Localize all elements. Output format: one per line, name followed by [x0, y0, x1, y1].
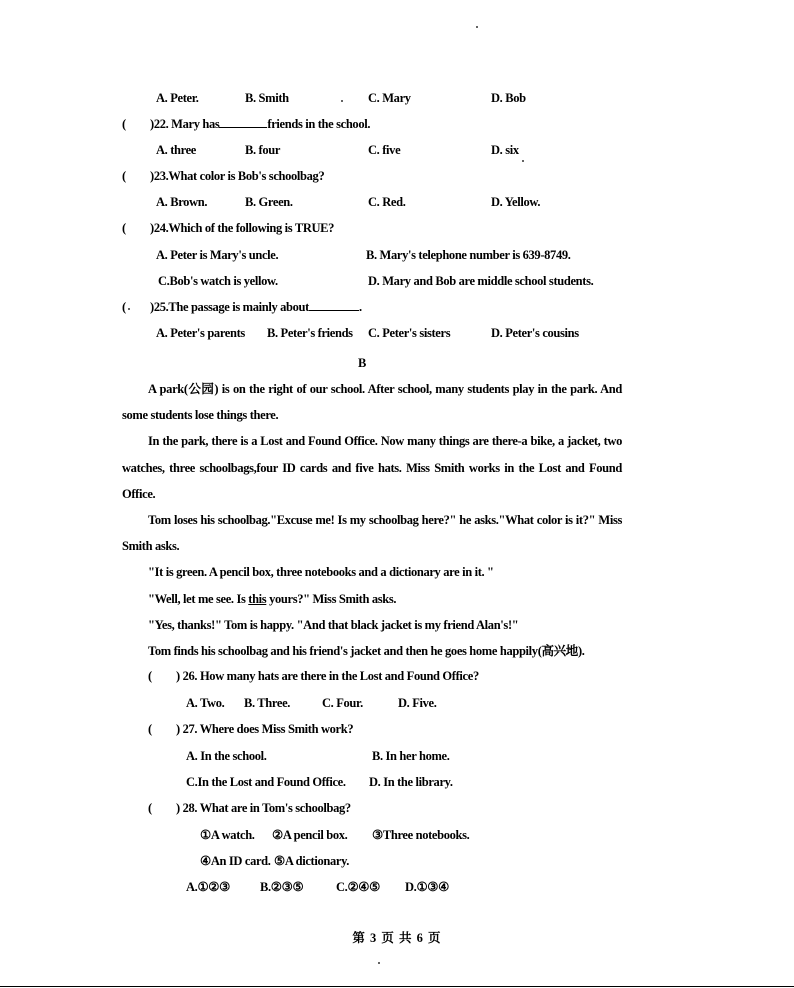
q23-stem-text: )23.What color is Bob's schoolbag?	[150, 169, 325, 183]
passage-b	[122, 376, 622, 664]
page-footer: 第 3 页 共 6 页	[352, 931, 442, 945]
q25-stem-end: .	[358, 300, 362, 314]
q26-option-c: C. Four.	[322, 696, 363, 710]
q28-item-4: ④An ID card.	[200, 854, 271, 868]
q21-option-d: D. Bob	[491, 91, 526, 105]
passage-paragraph-4: "It is green. A pencil box, three notebooks and a dictionary are in it. "	[148, 565, 494, 580]
q28-stem-text: ) 28. What are in Tom's schoolbag?	[176, 801, 351, 815]
q24-option-d: D. Mary and Bob are middle school students.	[368, 274, 594, 288]
passage-p5-underlined-word: this	[248, 591, 267, 606]
scan-speck	[476, 26, 478, 28]
q23-option-d: D. Yellow.	[491, 195, 541, 209]
q21-option-b: B. Smith	[245, 91, 289, 105]
q22-option-c: C. five	[368, 143, 401, 157]
q25-option-c: C. Peter's sisters	[368, 326, 451, 340]
q21-option-c: C. Mary	[368, 91, 411, 105]
q26-stem-text: ) 26. How many hats are there in the Lost and Found Office?	[176, 669, 479, 683]
q28-answer-paren[interactable]: (	[148, 801, 152, 815]
q25-option-b: B. Peter's friends	[267, 326, 353, 340]
q23-option-c: C. Red.	[368, 195, 406, 209]
passage-paragraph-6: "Yes, thanks!" Tom is happy. "And that black jacket is my friend Alan's!"	[148, 617, 519, 632]
q24-option-a: A. Peter is Mary's uncle.	[156, 248, 279, 262]
page-bottom-edge	[0, 986, 794, 987]
q26-option-b: B. Three.	[244, 696, 291, 710]
q24-option-c: C.Bob's watch is yellow.	[158, 274, 278, 288]
q25-option-a: A. Peter's parents	[156, 326, 245, 340]
q22-blank[interactable]	[219, 127, 267, 128]
passage-paragraph-3: Tom loses his schoolbag."Excuse me! Is my schoolbag here?" he asks."What color is it?" Miss Smith asks.	[122, 513, 622, 554]
q27-option-a: A. In the school.	[186, 749, 267, 763]
q22-answer-paren[interactable]: (	[122, 117, 126, 131]
passage-p5-start: "Well, let me see. Is	[148, 591, 249, 606]
q26-option-d: D. Five.	[398, 696, 437, 710]
q26-option-a: A. Two.	[186, 696, 225, 710]
q27-option-c: C.In the Lost and Found Office.	[186, 775, 346, 789]
q27-option-d: D. In the library.	[369, 775, 453, 789]
scan-speck	[128, 308, 130, 310]
q28-option-a: A.①②③	[186, 880, 231, 894]
passage-paragraph-7: Tom finds his schoolbag and his friend's jacket and then he goes home happily(高兴地).	[148, 644, 585, 659]
q22-option-d: D. six	[491, 143, 519, 157]
q27-stem-text: ) 27. Where does Miss Smith work?	[176, 722, 354, 736]
scan-speck	[522, 160, 524, 162]
q22-option-b: B. four	[245, 143, 281, 157]
section-b-heading: B	[358, 356, 366, 370]
q26-answer-paren[interactable]: (	[148, 669, 152, 683]
q22-stem-text: )22. Mary has	[150, 117, 220, 131]
q25-stem-text: )25.The passage is mainly about	[150, 300, 309, 314]
q25-option-d: D. Peter's cousins	[491, 326, 579, 340]
q27-answer-paren[interactable]: (	[148, 722, 152, 736]
q22-stem-after: friends in the school.	[267, 117, 371, 131]
q21-option-a: A. Peter.	[156, 91, 199, 105]
q24-stem-text: )24.Which of the following is TRUE?	[150, 221, 335, 235]
q28-option-d: D.①③④	[405, 880, 450, 894]
q24-answer-paren[interactable]: (	[122, 221, 126, 235]
passage-p5-end: yours?" Miss Smith asks.	[266, 591, 397, 606]
scan-speck	[378, 962, 380, 964]
scan-speck	[341, 100, 343, 102]
q22-option-a: A. three	[156, 143, 197, 157]
q23-option-b: B. Green.	[245, 195, 293, 209]
passage-paragraph-1: A park(公园) is on the right of our school. After school, many students play in the park. And some students lose things there.	[122, 382, 622, 423]
q28-option-c: C.②④⑤	[336, 880, 381, 894]
q28-item-3: ③Three notebooks.	[372, 828, 470, 842]
q23-answer-paren[interactable]: (	[122, 169, 126, 183]
q23-option-a: A. Brown.	[156, 195, 208, 209]
q28-option-b: B.②③⑤	[260, 880, 304, 894]
q27-option-b: B. In her home.	[372, 749, 450, 763]
passage-paragraph-5	[122, 586, 622, 612]
q25-answer-paren[interactable]: (	[122, 300, 126, 314]
q28-item-2: ②A pencil box.	[272, 828, 348, 842]
q25-blank[interactable]	[309, 310, 359, 311]
passage-paragraph-2: In the park, there is a Lost and Found Office. Now many things are there-a bike, a jacket, two watches, three schoolbags,four ID cards and five hats. Miss Smith works in the Lost and Found Office.	[122, 434, 622, 501]
q28-item-5: ⑤A dictionary.	[274, 854, 350, 868]
q24-option-b: B. Mary's telephone number is 639-8749.	[366, 248, 571, 262]
q28-item-1: ①A watch.	[200, 828, 255, 842]
